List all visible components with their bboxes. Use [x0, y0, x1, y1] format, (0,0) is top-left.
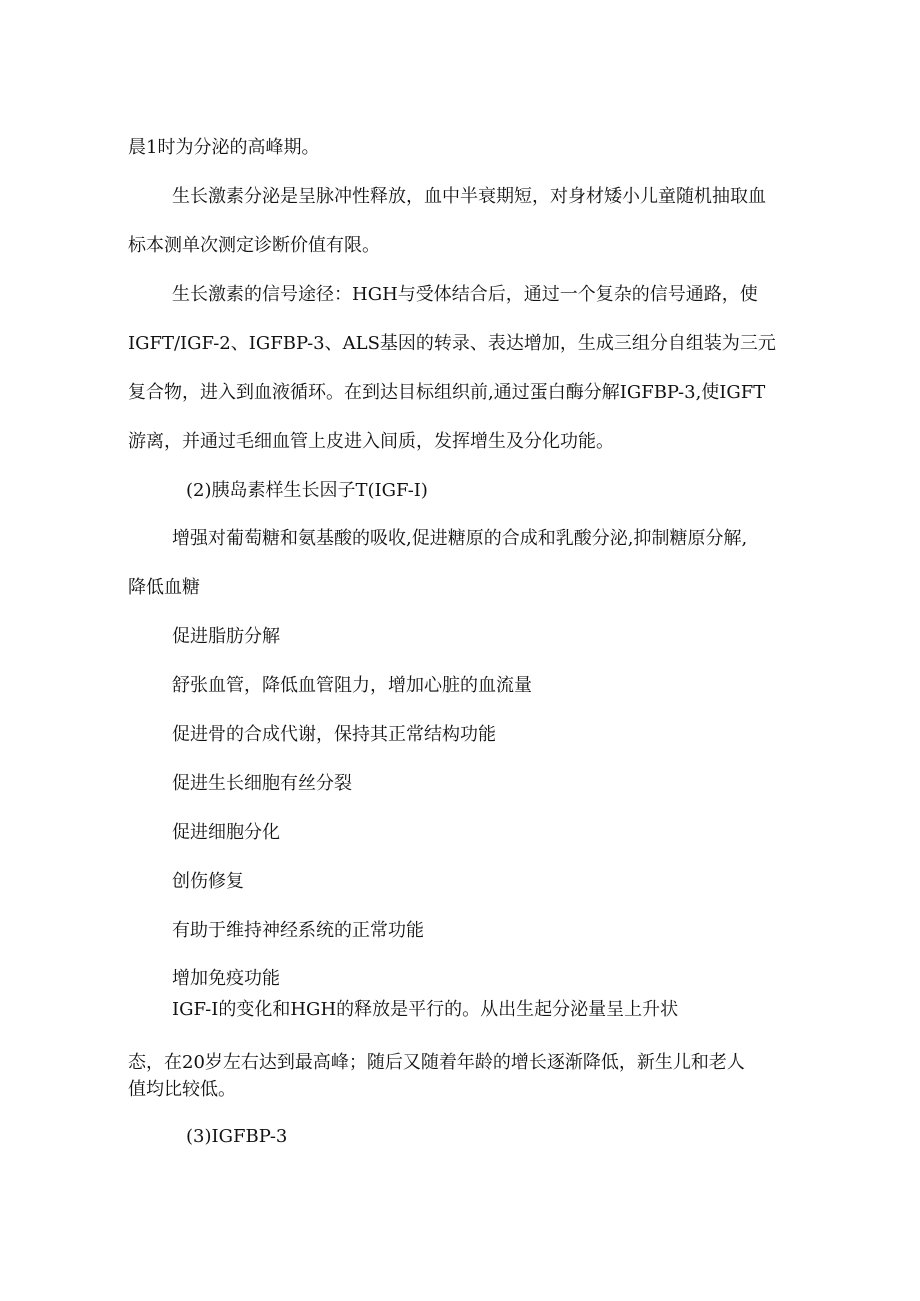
text-line: IGFT/IGF-2、IGFBP-3、ALS基因的转录、表达增加，生成三组分自组装为三元	[128, 333, 776, 354]
text-line: 态，在20岁左右达到最高峰；随后又随着年龄的增长逐渐降低，新生儿和老人	[128, 1052, 745, 1073]
text-line: 降低血糖	[128, 577, 200, 598]
text-line: 值均比较低。	[128, 1079, 236, 1100]
text-line: IGF-I的变化和HGH的释放是平行的。从出生起分泌量呈上升状	[172, 999, 679, 1020]
section-heading: (3)IGFBP-3	[186, 1126, 288, 1147]
list-item: 有助于维持神经系统的正常功能	[172, 920, 424, 941]
list-item: 促进脂肪分解	[172, 626, 280, 647]
list-item: 促进细胞分化	[172, 822, 280, 843]
text-line: 生长激素的信号途径：HGH与受体结合后，通过一个复杂的信号通路，使	[172, 284, 758, 305]
list-item: 舒张血管，降低血管阻力，增加心脏的血流量	[172, 675, 532, 696]
section-heading: (2)胰岛素样生长因子T(IGF-I)	[186, 480, 428, 501]
text-line: 游离，并通过毛细血管上皮进入间质，发挥增生及分化功能。	[128, 431, 614, 452]
list-item: 增加免疫功能	[172, 968, 280, 989]
list-item: 创伤修复	[172, 871, 244, 892]
text-line: 复合物，进入到血液循环。在到达目标组织前,通过蛋白酶分解IGFBP-3,使IGFT	[128, 382, 766, 403]
text-line: 生长激素分泌是呈脉冲性释放，血中半衰期短，对身材矮小儿童随机抽取血	[172, 186, 766, 207]
list-item: 促进生长细胞有丝分裂	[172, 773, 352, 794]
list-item: 促进骨的合成代谢，保持其正常结构功能	[172, 724, 496, 745]
text-line: 晨1时为分泌的高峰期。	[128, 137, 320, 158]
text-line: 标本测单次测定诊断价值有限。	[128, 235, 380, 256]
text-line: 增强对葡萄糖和氨基酸的吸收,促进糖原的合成和乳酸分泌,抑制糖原分解,	[172, 528, 748, 549]
